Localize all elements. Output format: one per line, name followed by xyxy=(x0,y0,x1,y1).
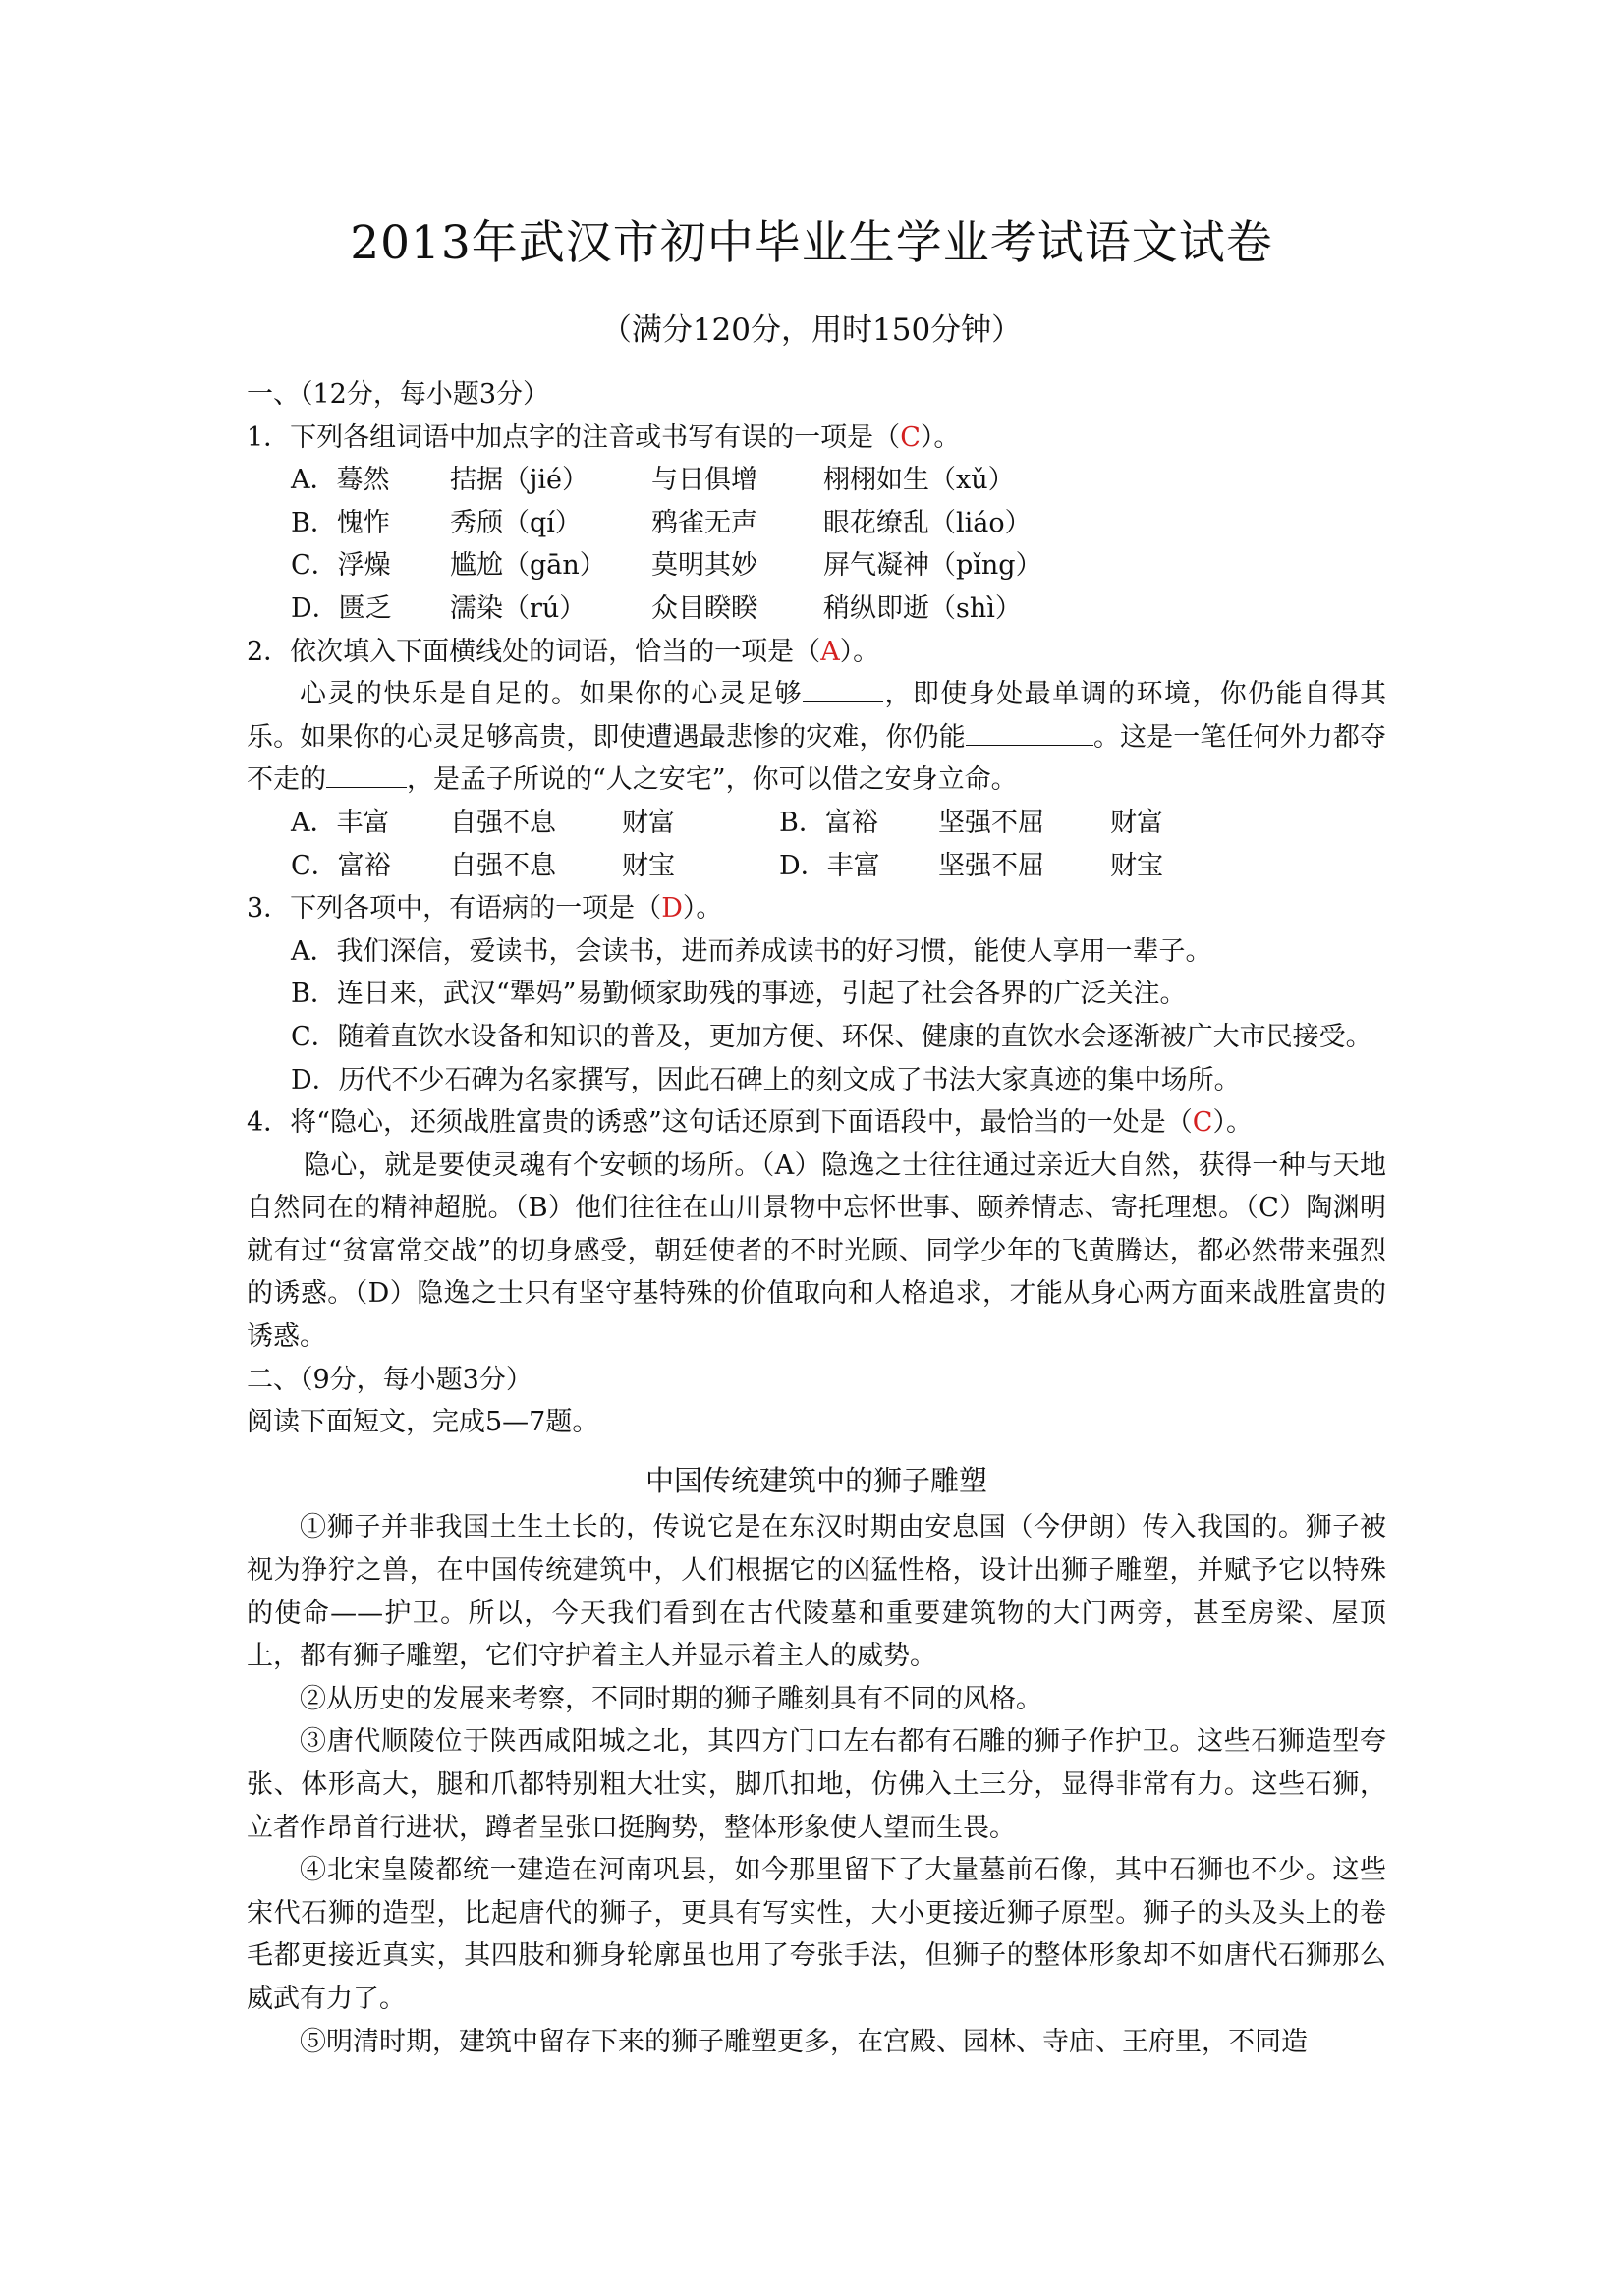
section1-header: 一、（12分，每小题3分） xyxy=(247,379,550,410)
article-paragraph-1: ①狮子并非我国土生土长的，传说它是在东汉时期由安息国（今伊朗）传入我国的。狮子被视为狰狞之兽，在中国传统建筑中，人们根据它的凶猛性格，设计出狮子雕塑，并赋予它以特殊的使命——护卫。所以，今天我们看到在古代陵墓和重要建筑物的大门两旁，甚至房梁、屋顶上，都有狮子雕塑，它们守护着主人并显示着主人的威势。 xyxy=(247,1512,1386,1672)
question-1-stem: 1．下列各组词语中加点字的注音或书写有误的一项是（C）。 xyxy=(247,421,961,453)
q2-option-row-1: A．丰富 自强不息 财富 B．富裕 坚强不屈 财富 xyxy=(291,807,1163,838)
exam-content xyxy=(247,373,1386,2063)
blank-2 xyxy=(966,719,1093,746)
section2-header: 二、（9分，每小题3分） xyxy=(247,1364,532,1395)
blank-1 xyxy=(803,676,883,702)
article-title: 中国传统建筑中的狮子雕塑 xyxy=(644,1463,987,1497)
answer-3: D xyxy=(661,893,683,924)
article-paragraph-3: ③唐代顺陵位于陕西咸阳城之北，其四方门口左右都有石雕的狮子作护卫。这些石狮造型夸张、体形高大，腿和爪都特别粗大壮实，脚爪扣地，仿佛入土三分，显得非常有力。这些石狮，立者作昂首行进状，蹲者呈张口挺胸势，整体形象使人望而生畏。 xyxy=(247,1726,1386,1843)
q1-option-b: B．愧怍 秀颀（qí） 鸦雀无声 眼花缭乱（liáo） xyxy=(291,507,1032,538)
question-4-stem: 4．将“隐心，还须战胜富贵的诱惑”这句话还原到下面语段中，最恰当的一处是（C）。 xyxy=(247,1107,1253,1139)
article-paragraph-2: ②从历史的发展来考察，不同时期的狮子雕刻具有不同的风格。 xyxy=(300,1683,1042,1714)
q2-passage: 心灵的快乐是自足的。如果你的心灵足够 ，即使身处最单调的环境，你仍能自得其乐。如果你的心灵足够高贵，即使遭遇最悲惨的灾难，你仍能 。这是一笔任何外力都夺不走的 ，是孟子所说的“人之安宅”，你可以借之安身立命。 xyxy=(247,673,1386,802)
q3-option-a: A．我们深信，爱读书，会读书，进而养成读书的好习惯，能使人享用一辈子。 xyxy=(291,935,1212,967)
answer-4: C xyxy=(1192,1107,1213,1139)
q3-option-b: B．连日来，武汉“犟妈”易勤倾家助残的事迹，引起了社会各界的广泛关注。 xyxy=(291,979,1187,1010)
article-paragraph-4: ④北宋皇陵都统一建造在河南巩县，如今那里留下了大量墓前石像，其中石狮也不少。这些宋代石狮的造型，比起唐代的狮子，更具有写实性，大小更接近狮子原型。狮子的头及头上的卷毛都更接近真实，其四肢和狮身轮廓虽也用了夸张手法，但狮子的整体形象却不如唐代石狮那么威武有力了。 xyxy=(247,1855,1386,2014)
q3-option-d: D．历代不少石碑为名家撰写，因此石碑上的刻文成了书法大家真迹的集中场所。 xyxy=(291,1064,1241,1095)
exam-title: 2013年武汉市初中毕业生学业考试语文试卷 xyxy=(350,216,1273,270)
q3-option-c: C．随着直饮水设备和知识的普及，更加方便、环保、健康的直饮水会逐渐被广大市民接受。 xyxy=(291,1021,1372,1052)
question-3-stem: 3．下列各项中，有语病的一项是（D）。 xyxy=(247,893,723,924)
q1-option-d: D．匮乏 濡染（rú） 众目睽睽 稍纵即逝（shì） xyxy=(291,592,1022,624)
section2-instruction: 阅读下面短文，完成5—7题。 xyxy=(247,1407,599,1438)
q1-option-a: A．蓦然 拮据（jié） 与日俱增 栩栩如生（xǔ） xyxy=(291,465,1015,496)
answer-1: C xyxy=(900,421,921,453)
question-2-stem: 2．依次填入下面横线处的词语，恰当的一项是（A）。 xyxy=(247,636,880,667)
answer-2: A xyxy=(820,636,840,667)
exam-subtitle: （满分120分，用时150分钟） xyxy=(600,312,1023,348)
article-paragraph-5: ⑤明清时期，建筑中留存下来的狮子雕塑更多，在宫殿、园林、寺庙、王府里，不同造 xyxy=(300,2026,1308,2057)
q2-option-row-2: C．富裕 自强不息 财宝 D．丰富 坚强不屈 财宝 xyxy=(291,850,1163,881)
q4-passage: 隐心，就是要使灵魂有个安顿的场所。（A）隐逸之士往往通过亲近大自然，获得一种与天地自然同在的精神超脱。（B）他们往往在山川景物中忘怀世事、颐养情志、寄托理想。（C）陶渊明就有过“贫富常交战”的切身感受，朝廷使者的不时光顾、同学少年的飞黄腾达，都必然带来强烈的诱惑。（D）隐逸之士只有坚守基特殊的价值取向和人格追求，才能从身心两方面来战胜富贵的诱惑。 xyxy=(247,1149,1386,1353)
q1-option-c: C．浮燥 尴尬（gān） 莫明其妙 屏气凝神（pǐng） xyxy=(291,550,1042,582)
blank-3 xyxy=(326,761,407,788)
